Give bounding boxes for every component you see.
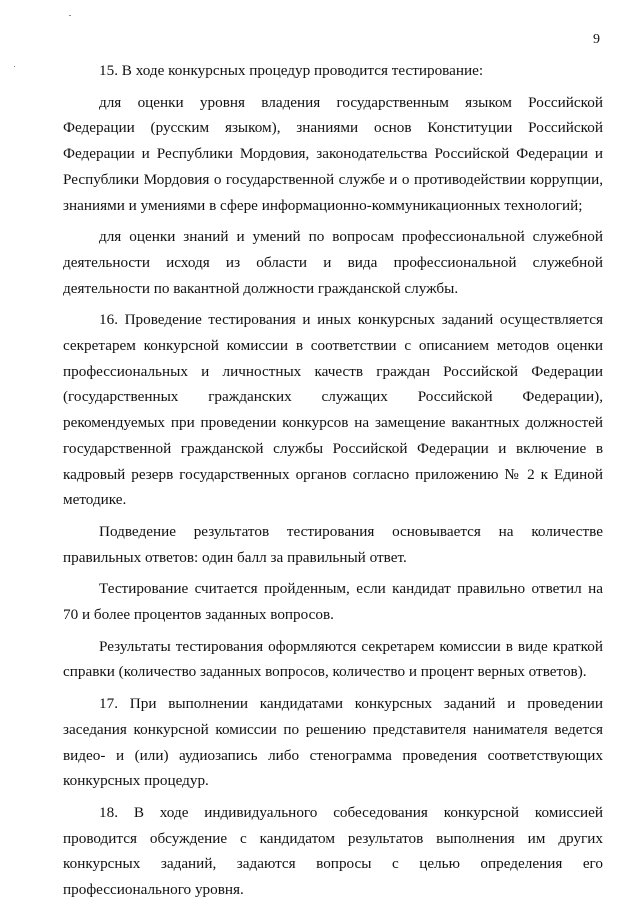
paragraph-scoring: Подведение результатов тестирования основывается на количестве правильных ответов: один балл за правильный ответ.: [63, 522, 603, 566]
scan-speck: [69, 15, 71, 16]
document-body: [63, 58, 603, 903]
paragraph-16: 16. Проведение тестирования и иных конкурсных заданий осуществляется секретарем конкурсной комиссии в соответствии с описанием методов оценки профессиональных и личностных качеств граждан Российской Федерации (государственных гражданских служащих Российской Федерации), рекомендуемых при проведении конкурсов на замещение вакантных должностей государственной гражданской службы Российской Федерации и включение в кадровый резерв государственных органов согласно приложению № 2 к Единой методике.: [63, 311, 603, 509]
paragraph-testing-professional: для оценки знаний и умений по вопросам профессиональной служебной деятельности исходя из области и вида профессиональной служебной деятельности по вакантной должности гражданской службы.: [63, 228, 603, 297]
paragraph-testing-state-language: для оценки уровня владения государственным языком Российской Федерации (русским языком), знаниями основ Конституции Российской Федерации и Республики Мордовия, законодательства Российской Федерации и Республики Мордовия о государственной службе и о противодействии коррупции, знаниями и умениями в сфере информационно-коммуникационных технологий;: [63, 93, 603, 214]
paragraph-15-intro: 15. В ходе конкурсных процедур проводится тестирование:: [99, 62, 484, 79]
paragraph-18: 18. В ходе индивидуального собеседования конкурсной комиссией проводится обсуждение с кандидатом результатов выполнения им других конкурсных заданий, задаются вопросы с целью определения его профессионального уровня.: [63, 803, 603, 899]
page-number: 9: [593, 32, 600, 47]
scan-speck: [14, 66, 15, 67]
paragraph-results-report: Результаты тестирования оформляются секретарем комиссии в виде краткой справки (количество заданных вопросов, количество и процент верных ответов).: [63, 637, 603, 681]
paragraph-17: 17. При выполнении кандидатами конкурсных заданий и проведении заседания конкурсной комиссии по решению представителя нанимателя ведется видео- и (или) аудиозапись либо стенограмма проведения соответствующих конкурсных процедур.: [63, 695, 603, 790]
paragraph-pass-threshold: Тестирование считается пройденным, если кандидат правильно ответил на 70 и более процентов заданных вопросов.: [63, 580, 603, 624]
